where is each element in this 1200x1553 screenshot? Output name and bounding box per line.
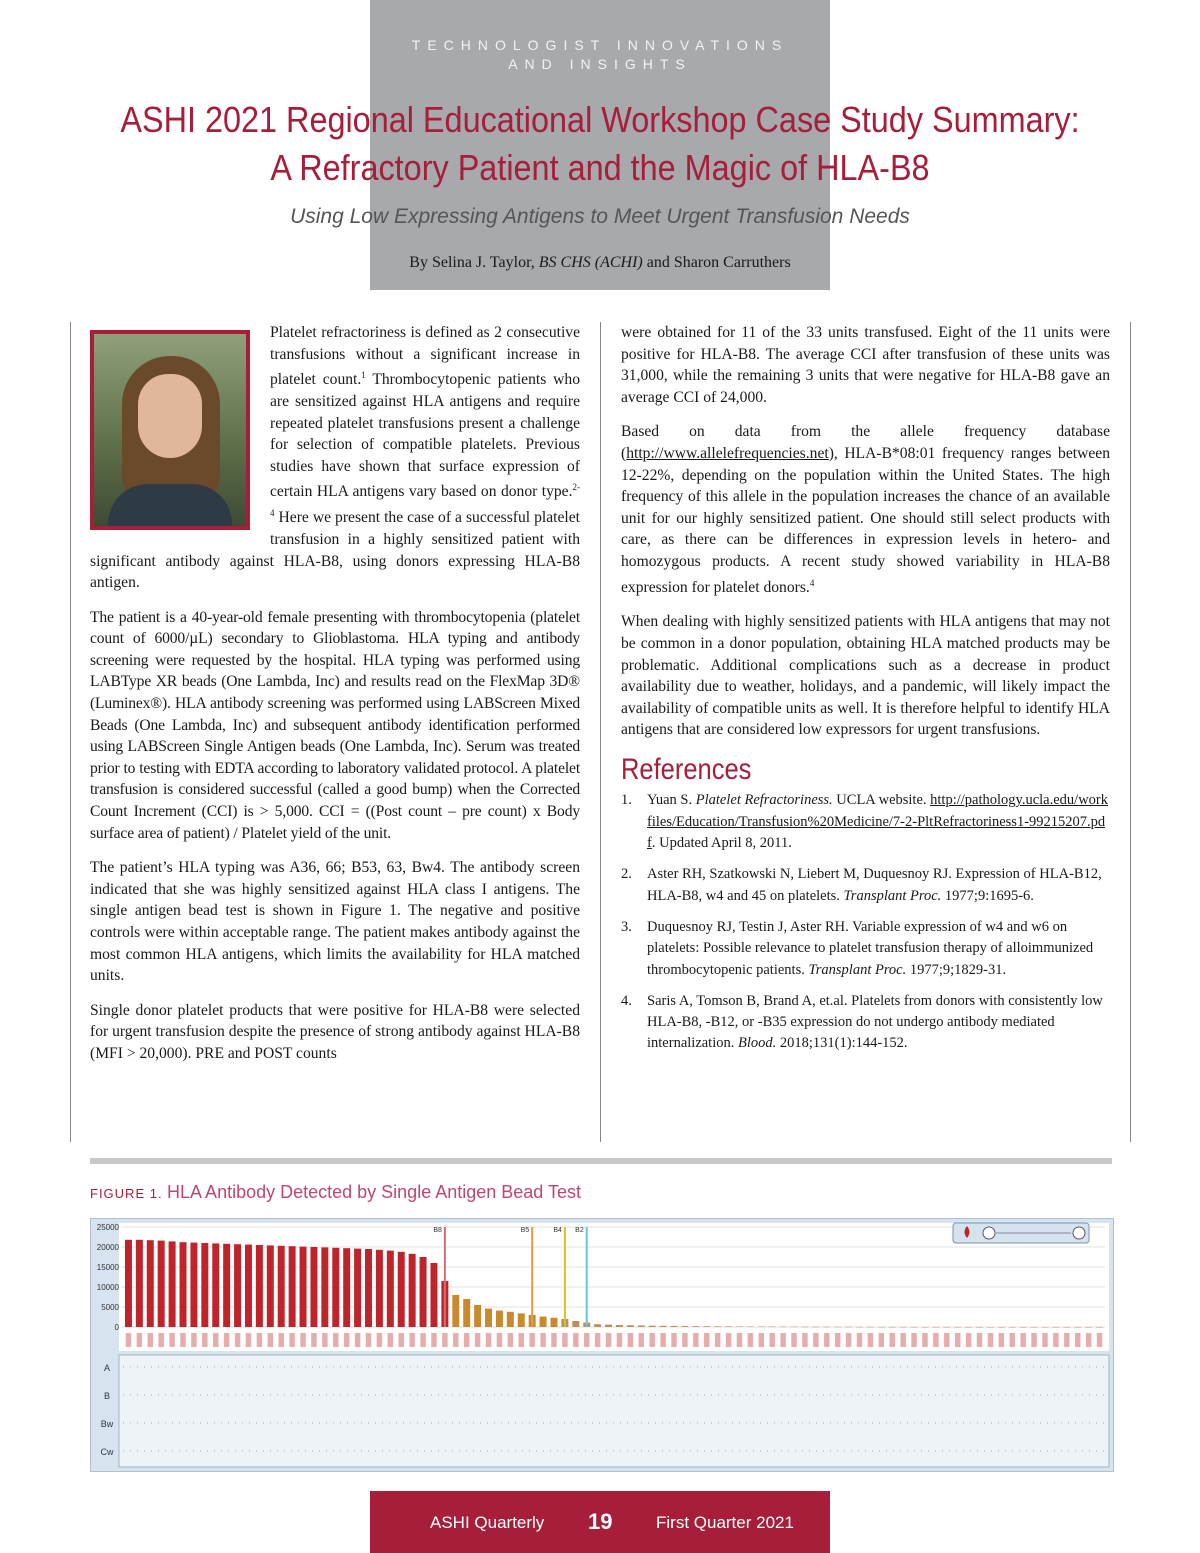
bead-label-mark bbox=[497, 1333, 502, 1347]
bead-label-mark bbox=[420, 1333, 425, 1347]
bead-label-mark bbox=[377, 1333, 382, 1347]
bar bbox=[180, 1242, 187, 1327]
paragraph-intro: Platelet refractoriness is defined as 2 consecutive transfusions without a significant increase in platelet count.$^1$ Thrombocytopenic patients who are sensitized against HLA antigens and require repeated platelet transfusions present a challenge for selection of compatible platelets. Previous studies have shown that surface expression of certain HLA antigens vary based on donor type.$^{2-4}$ Here we present the case of a successful platelet transfusion in a highly sensitized patient with significant antibody against HLA-B8, using donors expressing HLA-B8 antigen. bbox=[90, 324, 580, 592]
bar bbox=[725, 1326, 732, 1327]
bead-label-mark bbox=[311, 1333, 316, 1347]
bead-label-mark bbox=[769, 1333, 774, 1347]
marker-label: B5 bbox=[520, 1227, 530, 1234]
bar bbox=[1096, 1327, 1103, 1328]
bar bbox=[147, 1240, 154, 1327]
bead-label-mark bbox=[257, 1333, 262, 1347]
bar bbox=[921, 1327, 928, 1328]
bar bbox=[692, 1326, 699, 1327]
bead-label-mark bbox=[322, 1333, 327, 1347]
bar bbox=[856, 1327, 863, 1328]
figure-caption bbox=[90, 1182, 581, 1203]
bead-label-mark bbox=[737, 1333, 742, 1347]
bead-label-mark bbox=[191, 1333, 196, 1347]
bead-label-mark bbox=[1031, 1333, 1036, 1347]
bar bbox=[812, 1327, 819, 1328]
bar bbox=[1042, 1327, 1049, 1328]
bar bbox=[932, 1327, 939, 1328]
bar bbox=[998, 1327, 1005, 1328]
bead-label-mark bbox=[169, 1333, 174, 1347]
bead-label-mark bbox=[399, 1333, 404, 1347]
bead-label-mark bbox=[617, 1333, 622, 1347]
bar bbox=[660, 1326, 667, 1327]
bar bbox=[823, 1327, 830, 1328]
bead-label-mark bbox=[813, 1333, 818, 1347]
byline-authors: By Selina J. Taylor, bbox=[409, 254, 535, 271]
bead-label-mark bbox=[464, 1333, 469, 1347]
allele-frequency-link[interactable]: http://www.allelefrequencies.net bbox=[626, 444, 829, 462]
bead-label-mark bbox=[595, 1333, 600, 1347]
bead-label-mark bbox=[944, 1333, 949, 1347]
bar bbox=[212, 1243, 219, 1327]
bead-label-mark bbox=[639, 1333, 644, 1347]
bar bbox=[234, 1244, 241, 1327]
paragraph-typing: The patient’s HLA typing was A36, 66; B53, 63, Bw4. The antibody screen indicated that she was highly sensitized against HLA class I antigens. The single antigen bead test is shown in Figure 1. The negative and positive controls were within acceptable range. The patient makes antibody against the most common HLA antigens, which limits the availability for HLA matched units. bbox=[90, 859, 580, 985]
bar bbox=[223, 1244, 230, 1327]
byline-coauthor: and Sharon Carruthers bbox=[646, 254, 791, 271]
figure-panel bbox=[90, 1218, 1114, 1472]
bar bbox=[136, 1240, 143, 1327]
bead-label-mark bbox=[137, 1333, 142, 1347]
marker-label: B4 bbox=[553, 1227, 562, 1234]
bar bbox=[518, 1313, 525, 1327]
section-label-line2: AND INSIGHTS bbox=[508, 56, 692, 72]
bar bbox=[289, 1246, 296, 1327]
typing-row-label: A bbox=[103, 1363, 111, 1373]
bar bbox=[954, 1327, 961, 1328]
bead-label-mark bbox=[1075, 1333, 1080, 1347]
bead-label-mark bbox=[508, 1333, 513, 1347]
reference-link[interactable]: http://pathology.ucla.edu/workfiles/Education/Transfusion%20Medicine/7-2-PltRefractoriness1-99215207.pdf bbox=[647, 792, 1108, 852]
references-heading: References bbox=[621, 752, 752, 786]
bar bbox=[245, 1245, 252, 1327]
bar bbox=[300, 1247, 307, 1327]
bead-label-mark bbox=[519, 1333, 524, 1347]
bar bbox=[551, 1318, 558, 1327]
bar bbox=[900, 1327, 907, 1328]
y-tick-label: 25000 bbox=[96, 1223, 119, 1232]
y-tick-label: 5000 bbox=[101, 1303, 119, 1312]
bar bbox=[125, 1240, 132, 1327]
footer-page-number: 19 bbox=[588, 1509, 613, 1534]
bar bbox=[976, 1327, 983, 1328]
reference-item: 4. Saris A, Tomson B, Brand A, et.al. Platelets from donors with consistently low HLA-B8, -B12, or -B35 expression do not undergo antibody mediated internalization. Blood. 2018;131(1):144-152. bbox=[621, 992, 1103, 1052]
paragraph-conclusion: When dealing with highly sensitized patients with HLA antigens that may not be common in a donor population, obtaining HLA matched products may be problematic. Additional complications such as a decrease in product availability due to weather, holidays, and a pandemic, will likely impact the availability of compatible units as well. It is therefore helpful to identify HLA antigens that are considered low expressors for urgent transfusions. bbox=[621, 613, 1110, 739]
bead-label-mark bbox=[540, 1333, 545, 1347]
bar bbox=[463, 1299, 470, 1327]
bar bbox=[190, 1243, 197, 1327]
bar bbox=[572, 1321, 579, 1327]
bead-label-mark bbox=[529, 1333, 534, 1347]
right-column bbox=[621, 322, 1110, 1065]
y-tick-label: 15000 bbox=[96, 1263, 119, 1272]
y-tick-label: 20000 bbox=[96, 1243, 119, 1252]
article-title bbox=[114, 96, 1086, 192]
bead-label-mark bbox=[868, 1333, 873, 1347]
bar bbox=[485, 1309, 492, 1327]
typing-grid bbox=[119, 1355, 1109, 1467]
bead-label-mark bbox=[1053, 1333, 1058, 1347]
bar bbox=[714, 1326, 721, 1327]
bead-label-mark bbox=[628, 1333, 633, 1347]
bar bbox=[201, 1243, 208, 1327]
bar bbox=[867, 1327, 874, 1328]
bead-label-mark bbox=[158, 1333, 163, 1347]
bar bbox=[627, 1325, 634, 1327]
bar bbox=[616, 1325, 623, 1327]
bead-label-mark bbox=[278, 1333, 283, 1347]
bar bbox=[310, 1247, 317, 1327]
paragraph-frequency: Based on data from the allele frequency database (http://www.allelefrequencies.net), HLA-B*08:01 frequency ranges between 12-22%, depending on the population within the United States. The high frequency of this allele in the population increases the chance of an available unit for our highly sensitized patient. One should still select products with care, as there can be differences in expression levels in hetero- and homozygous products. A recent study showed variability in HLA-B8 expression for platelet donors.$^4$ bbox=[621, 423, 1110, 596]
bead-label-mark bbox=[268, 1333, 273, 1347]
figure-label: FIGURE 1. bbox=[90, 1186, 163, 1201]
bar bbox=[1031, 1327, 1038, 1328]
bead-label-mark bbox=[180, 1333, 185, 1347]
bar bbox=[452, 1295, 459, 1327]
byline-credentials: BS CHS (ACHI) bbox=[538, 254, 643, 271]
bead-label-mark bbox=[486, 1333, 491, 1347]
bar bbox=[736, 1326, 743, 1327]
bar bbox=[834, 1327, 841, 1328]
bar bbox=[256, 1245, 263, 1327]
bead-label-mark bbox=[289, 1333, 294, 1347]
bar bbox=[845, 1327, 852, 1328]
y-tick-label: 0 bbox=[114, 1323, 119, 1332]
bead-label-mark bbox=[431, 1333, 436, 1347]
bar bbox=[540, 1317, 547, 1327]
bead-label-mark bbox=[333, 1333, 338, 1347]
bar bbox=[965, 1327, 972, 1328]
bead-label-mark bbox=[246, 1333, 251, 1347]
bead-label-strip bbox=[119, 1331, 1109, 1351]
bead-label-mark bbox=[955, 1333, 960, 1347]
bead-label-mark bbox=[802, 1333, 807, 1347]
bar bbox=[769, 1327, 776, 1328]
bar bbox=[1020, 1327, 1027, 1328]
bar bbox=[1074, 1327, 1081, 1328]
bead-label-mark bbox=[202, 1333, 207, 1347]
bead-label-mark bbox=[1064, 1333, 1069, 1347]
chart-toolbar[interactable] bbox=[953, 1223, 1089, 1243]
author-photo bbox=[90, 330, 250, 530]
bar bbox=[387, 1251, 394, 1327]
bar bbox=[758, 1327, 765, 1328]
section-label-line1: TECHNOLOGIST INNOVATIONS bbox=[411, 37, 789, 53]
bead-label-mark bbox=[300, 1333, 305, 1347]
bead-label-mark bbox=[726, 1333, 731, 1347]
y-tick-label: 10000 bbox=[96, 1283, 119, 1292]
section-label bbox=[370, 36, 830, 74]
bead-label-mark bbox=[835, 1333, 840, 1347]
footer-journal: ASHI Quarterly bbox=[430, 1513, 545, 1532]
bar bbox=[638, 1325, 645, 1327]
bar bbox=[420, 1257, 427, 1327]
article-subtitle: Using Low Expressing Antigens to Meet Urgent Transfusion Needs bbox=[290, 205, 910, 228]
bar bbox=[496, 1311, 503, 1327]
bead-label-mark bbox=[573, 1333, 578, 1347]
bar bbox=[376, 1250, 383, 1327]
bar bbox=[409, 1254, 416, 1327]
bar bbox=[671, 1326, 678, 1327]
paragraph-patient: The patient is a 40-year-old female presenting with thrombocytopenia (platelet count of 6000/µL) secondary to Glioblastoma. HLA typing and antibody screening were requested by the hospital. HLA typing was performed using LABType XR beads (One Lambda, Inc) and results read on the FlexMap 3D® (Luminex®). HLA antibody screening was performed using LABScreen Mixed Beads (One Lambda, Inc) and subsequent antibody identification performed using LABScreen Single Antigen beads (One Lambda, Inc). Serum was treated prior to testing with EDTA according to laboratory validated protocol. A platelet transfusion is considered successful (called a good bump) when the Corrected Count Increment (CCI) is > 5,000. CCI = ((Post count – pre count) x Body surface area of patient) / Platelet yield of the unit. bbox=[90, 608, 580, 842]
bar bbox=[878, 1327, 885, 1328]
paragraph-selection: Single donor platelet products that were positive for HLA-B8 were selected for urgent transfusion despite the presence of strong antibody against HLA-B8 (MFI > 20,000). PRE and POST counts bbox=[90, 1001, 580, 1062]
bead-label-mark bbox=[748, 1333, 753, 1347]
title-line1: ASHI 2021 Regional Educational Workshop Case Study Summary: bbox=[120, 99, 1080, 140]
bar bbox=[332, 1248, 339, 1327]
byline bbox=[100, 254, 1100, 272]
bead-label-mark bbox=[453, 1333, 458, 1347]
bead-label-mark bbox=[475, 1333, 480, 1347]
bar bbox=[911, 1327, 918, 1328]
figure-title: HLA Antibody Detected by Single Antigen Bead Test bbox=[167, 1182, 581, 1202]
bead-label-mark bbox=[562, 1333, 567, 1347]
bead-label-mark bbox=[911, 1333, 916, 1347]
bar bbox=[1009, 1327, 1016, 1328]
bead-label-mark bbox=[682, 1333, 687, 1347]
bar bbox=[987, 1327, 994, 1328]
bar bbox=[889, 1327, 896, 1328]
bead-label-mark bbox=[126, 1333, 131, 1347]
bead-label-mark bbox=[1020, 1333, 1025, 1347]
reference-item: 1. Yuan S. Platelet Refractoriness. UCLA website. http://pathology.ucla.edu/workfiles/Education/Transfusion%20Medicine/7-2-PltRefractoriness1-99215207.pdf. Updated April 8, 2011. bbox=[621, 792, 1108, 852]
bead-label-mark bbox=[606, 1333, 611, 1347]
bead-label-mark bbox=[235, 1333, 240, 1347]
bar bbox=[703, 1326, 710, 1327]
bar bbox=[343, 1248, 350, 1327]
bead-label-mark bbox=[846, 1333, 851, 1347]
bar bbox=[474, 1305, 481, 1327]
column-rule-right bbox=[1130, 322, 1131, 1142]
bead-label-mark bbox=[715, 1333, 720, 1347]
bar bbox=[681, 1326, 688, 1327]
bead-label-mark bbox=[649, 1333, 654, 1347]
bar bbox=[158, 1241, 165, 1327]
bead-label-mark bbox=[671, 1333, 676, 1347]
bead-label-mark bbox=[224, 1333, 229, 1347]
bead-label-mark bbox=[791, 1333, 796, 1347]
bar bbox=[507, 1312, 514, 1327]
title-line2: A Refractory Patient and the Magic of HLA-B8 bbox=[270, 147, 930, 188]
bar bbox=[791, 1327, 798, 1328]
marker-label: B8 bbox=[433, 1227, 442, 1234]
bead-label-mark bbox=[966, 1333, 971, 1347]
zoom-in-icon[interactable] bbox=[1073, 1227, 1085, 1239]
antibody-bar-chart bbox=[91, 1219, 1113, 1471]
bar bbox=[1085, 1327, 1092, 1328]
bead-label-mark bbox=[1042, 1333, 1047, 1347]
bead-label-mark bbox=[890, 1333, 895, 1347]
bead-label-mark bbox=[704, 1333, 709, 1347]
bead-label-mark bbox=[366, 1333, 371, 1347]
bar bbox=[747, 1327, 754, 1328]
bead-label-mark bbox=[879, 1333, 884, 1347]
paragraph-results: were obtained for 11 of the 33 units transfused. Eight of the 11 units were positive for HLA-B8. The average CCI after transfusion of these units was 31,000, while the remaining 3 units that were negative for HLA-B8 gave an average CCI of 24,000. bbox=[621, 324, 1110, 406]
bead-label-mark bbox=[988, 1333, 993, 1347]
bar bbox=[398, 1252, 405, 1327]
zoom-out-icon[interactable] bbox=[983, 1227, 995, 1239]
bar bbox=[801, 1327, 808, 1328]
bead-label-mark bbox=[999, 1333, 1004, 1347]
bead-label-mark bbox=[355, 1333, 360, 1347]
bar bbox=[365, 1249, 372, 1327]
bead-label-mark bbox=[1010, 1333, 1015, 1347]
bead-label-mark bbox=[660, 1333, 665, 1347]
references-list bbox=[621, 790, 1110, 1054]
bead-label-mark bbox=[551, 1333, 556, 1347]
bead-label-mark bbox=[759, 1333, 764, 1347]
bar bbox=[594, 1324, 601, 1327]
bead-label-mark bbox=[977, 1333, 982, 1347]
bead-label-mark bbox=[584, 1333, 589, 1347]
bar bbox=[780, 1327, 787, 1328]
bead-label-mark bbox=[409, 1333, 414, 1347]
bead-label-mark bbox=[693, 1333, 698, 1347]
bar bbox=[1063, 1327, 1070, 1328]
bead-label-mark bbox=[442, 1333, 447, 1347]
typing-row-label: B bbox=[103, 1391, 111, 1401]
bar bbox=[354, 1249, 361, 1327]
bead-label-mark bbox=[1097, 1333, 1102, 1347]
bead-label-mark bbox=[922, 1333, 927, 1347]
column-rule-left bbox=[70, 322, 71, 1142]
reference-item: 3. Duquesnoy RJ, Testin J, Aster RH. Variable expression of w4 and w6 on platelets: Possible relevance to platelet transfusion therapy of alloimmunized thrombocytopenic patients. Transplant Proc. 1977;9;1829-31. bbox=[621, 918, 1094, 978]
figure-divider bbox=[90, 1158, 1112, 1164]
bar bbox=[430, 1263, 437, 1327]
page-footer bbox=[370, 1491, 830, 1553]
bar bbox=[605, 1325, 612, 1327]
bead-label-mark bbox=[1086, 1333, 1091, 1347]
bead-label-mark bbox=[344, 1333, 349, 1347]
bar bbox=[943, 1327, 950, 1328]
column-rule-middle bbox=[600, 322, 601, 1142]
bar bbox=[649, 1326, 656, 1327]
bar bbox=[169, 1241, 176, 1327]
typing-row-label: Cw bbox=[100, 1447, 114, 1457]
footer-issue: First Quarter 2021 bbox=[656, 1513, 794, 1532]
bead-label-mark bbox=[824, 1333, 829, 1347]
left-column bbox=[90, 322, 580, 1078]
bead-label-mark bbox=[388, 1333, 393, 1347]
bead-label-mark bbox=[148, 1333, 153, 1347]
reference-item: 2. Aster RH, Szatkowski N, Liebert M, Duquesnoy RJ. Expression of HLA-B12, HLA-B8, w4 and 45 on platelets. Transplant Proc. 1977;9:1695-6. bbox=[621, 866, 1102, 904]
bar bbox=[321, 1247, 328, 1327]
typing-row-label: Bw bbox=[100, 1419, 114, 1429]
bar bbox=[267, 1245, 274, 1327]
bar bbox=[278, 1246, 285, 1327]
bead-label-mark bbox=[933, 1333, 938, 1347]
bead-label-mark bbox=[857, 1333, 862, 1347]
bead-label-mark bbox=[213, 1333, 218, 1347]
bead-label-mark bbox=[780, 1333, 785, 1347]
bead-label-mark bbox=[900, 1333, 905, 1347]
bar bbox=[1052, 1327, 1059, 1328]
marker-label: B2 bbox=[575, 1227, 584, 1234]
